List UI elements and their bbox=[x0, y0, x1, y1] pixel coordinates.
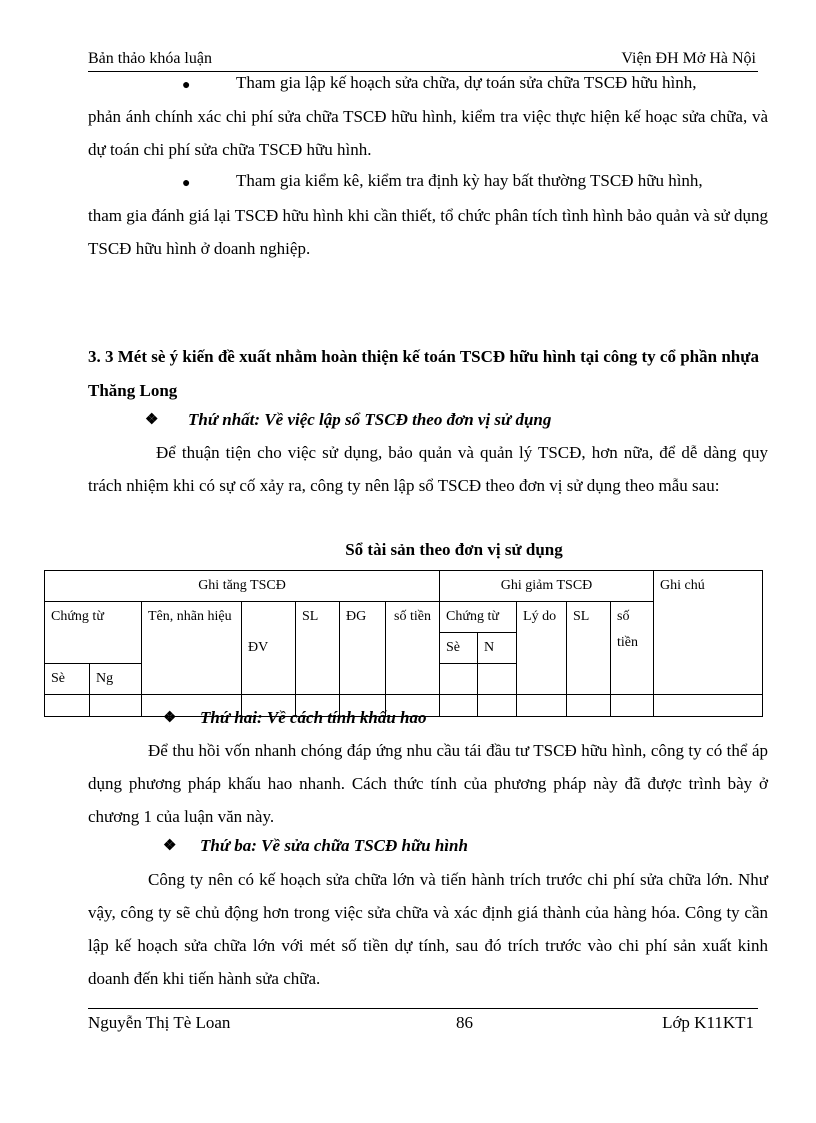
col-qty2: SL bbox=[567, 602, 611, 695]
bullet2-first-line: Tham gia kiểm kê, kiểm tra định kỳ hay bất thường TSCĐ hữu hình, bbox=[236, 171, 703, 190]
header-right: Viện ĐH Mở Hà Nội bbox=[621, 50, 756, 67]
table-cell bbox=[478, 664, 517, 695]
col-unit: ĐV bbox=[242, 602, 296, 695]
col-voucher: Chứng từ bbox=[45, 602, 142, 664]
col-amount2: số tiền bbox=[611, 602, 654, 695]
item1-title: Thứ nhất: Về việc lập sổ TSCĐ theo đơn vị sử dụng bbox=[188, 410, 552, 429]
col-amount: số tiền bbox=[386, 602, 440, 695]
footer-author: Nguyễn Thị Tè Loan bbox=[88, 1013, 231, 1032]
col-reason: Lý do bbox=[517, 602, 567, 695]
diamond-bullet-icon: ❖ bbox=[163, 838, 177, 854]
table-row bbox=[45, 571, 763, 602]
col-price: ĐG bbox=[340, 602, 386, 695]
col-name: Tên, nhãn hiệu bbox=[142, 602, 242, 695]
bullet1-text: phản ánh chính xác chi phí sửa chữa TSCĐ hữu hình, kiểm tra việc thực hiện kế hoạc sửa chữa, và dự toán chi phí sửa chữa TSCĐ hữu hình. bbox=[88, 107, 768, 159]
item3-text: Công ty nên có kế hoạch sửa chữa lớn và tiến hành trích trước chi phí sửa chữa lớn. Như vậy, công ty sẽ chủ động hơn trong việc sửa chữa và xác định giá thành của hàng hóa. Công ty cần lập kế hoạch sửa chữa lớn với mét số tiền dự tính, sau đó trích trước vào chi phí sản xuất kinh doanh đến khi tiến hành sửa chữa. bbox=[88, 870, 768, 988]
col-note: Ghi chú bbox=[654, 571, 763, 695]
item1-text: Để thuận tiện cho việc sử dụng, bảo quản và quản lý TSCĐ, hơn nữa, để dễ dàng quy trách nhiệm khi có sự cố xảy ra, công ty nên lập sổ TSCĐ theo đơn vị sử dụng theo mẫu sau: bbox=[88, 443, 768, 495]
footer-rule bbox=[88, 1008, 758, 1009]
diamond-bullet-icon: ❖ bbox=[163, 710, 177, 726]
item2-text: Để thu hồi vốn nhanh chóng đáp ứng nhu cầu tái đầu tư TSCĐ hữu hình, công ty có thể áp dụng phương pháp khấu hao nhanh. Cách thức tính của phương pháp này đã được trình bày ở chương 1 của luận văn này. bbox=[88, 741, 768, 826]
bullet2-text: tham gia đánh giá lại TSCĐ hữu hình khi cần thiết, tổ chức phân tích tình hình bảo quản và sử dụng TSCĐ hữu hình ở doanh nghiệp. bbox=[88, 206, 768, 258]
header-rule bbox=[88, 71, 758, 72]
bullet-icon: ● bbox=[182, 176, 191, 191]
col-voucher2: Chứng từ bbox=[440, 602, 517, 633]
table-cell bbox=[440, 664, 478, 695]
col-date: Ng bbox=[90, 664, 142, 695]
item3-title: Thứ ba: Về sửa chữa TSCĐ hữu hình bbox=[200, 836, 468, 855]
diamond-bullet-icon: ❖ bbox=[145, 412, 159, 428]
table-title: Sổ tài sản theo đơn vị sử dụng bbox=[345, 540, 563, 559]
bullet1-first-line: Tham gia lập kế hoạch sửa chữa, dự toán sửa chữa TSCĐ hữu hình, bbox=[236, 73, 697, 92]
footer-class: Lớp K11KT1 bbox=[662, 1013, 754, 1032]
col-no2: Sè bbox=[440, 633, 478, 664]
item2-title: Thứ hai: Về cách tính khấu hao bbox=[200, 708, 427, 727]
section-heading: 3. 3 Mét sè ý kiến đề xuất nhằm hoàn thiện kế toán TSCĐ hữu hình tại công ty cổ phần nhựa Thăng Long bbox=[88, 347, 759, 400]
page-number: 86 bbox=[456, 1013, 473, 1032]
col-date2: N bbox=[478, 633, 517, 664]
col-decrease: Ghi giảm TSCĐ bbox=[440, 571, 654, 602]
col-qty: SL bbox=[296, 602, 340, 695]
header-left: Bản thảo khóa luận bbox=[88, 50, 212, 67]
col-increase: Ghi tăng TSCĐ bbox=[45, 571, 440, 602]
bullet-icon: ● bbox=[182, 78, 191, 93]
asset-ledger-table bbox=[44, 570, 763, 717]
col-no: Sè bbox=[45, 664, 90, 695]
